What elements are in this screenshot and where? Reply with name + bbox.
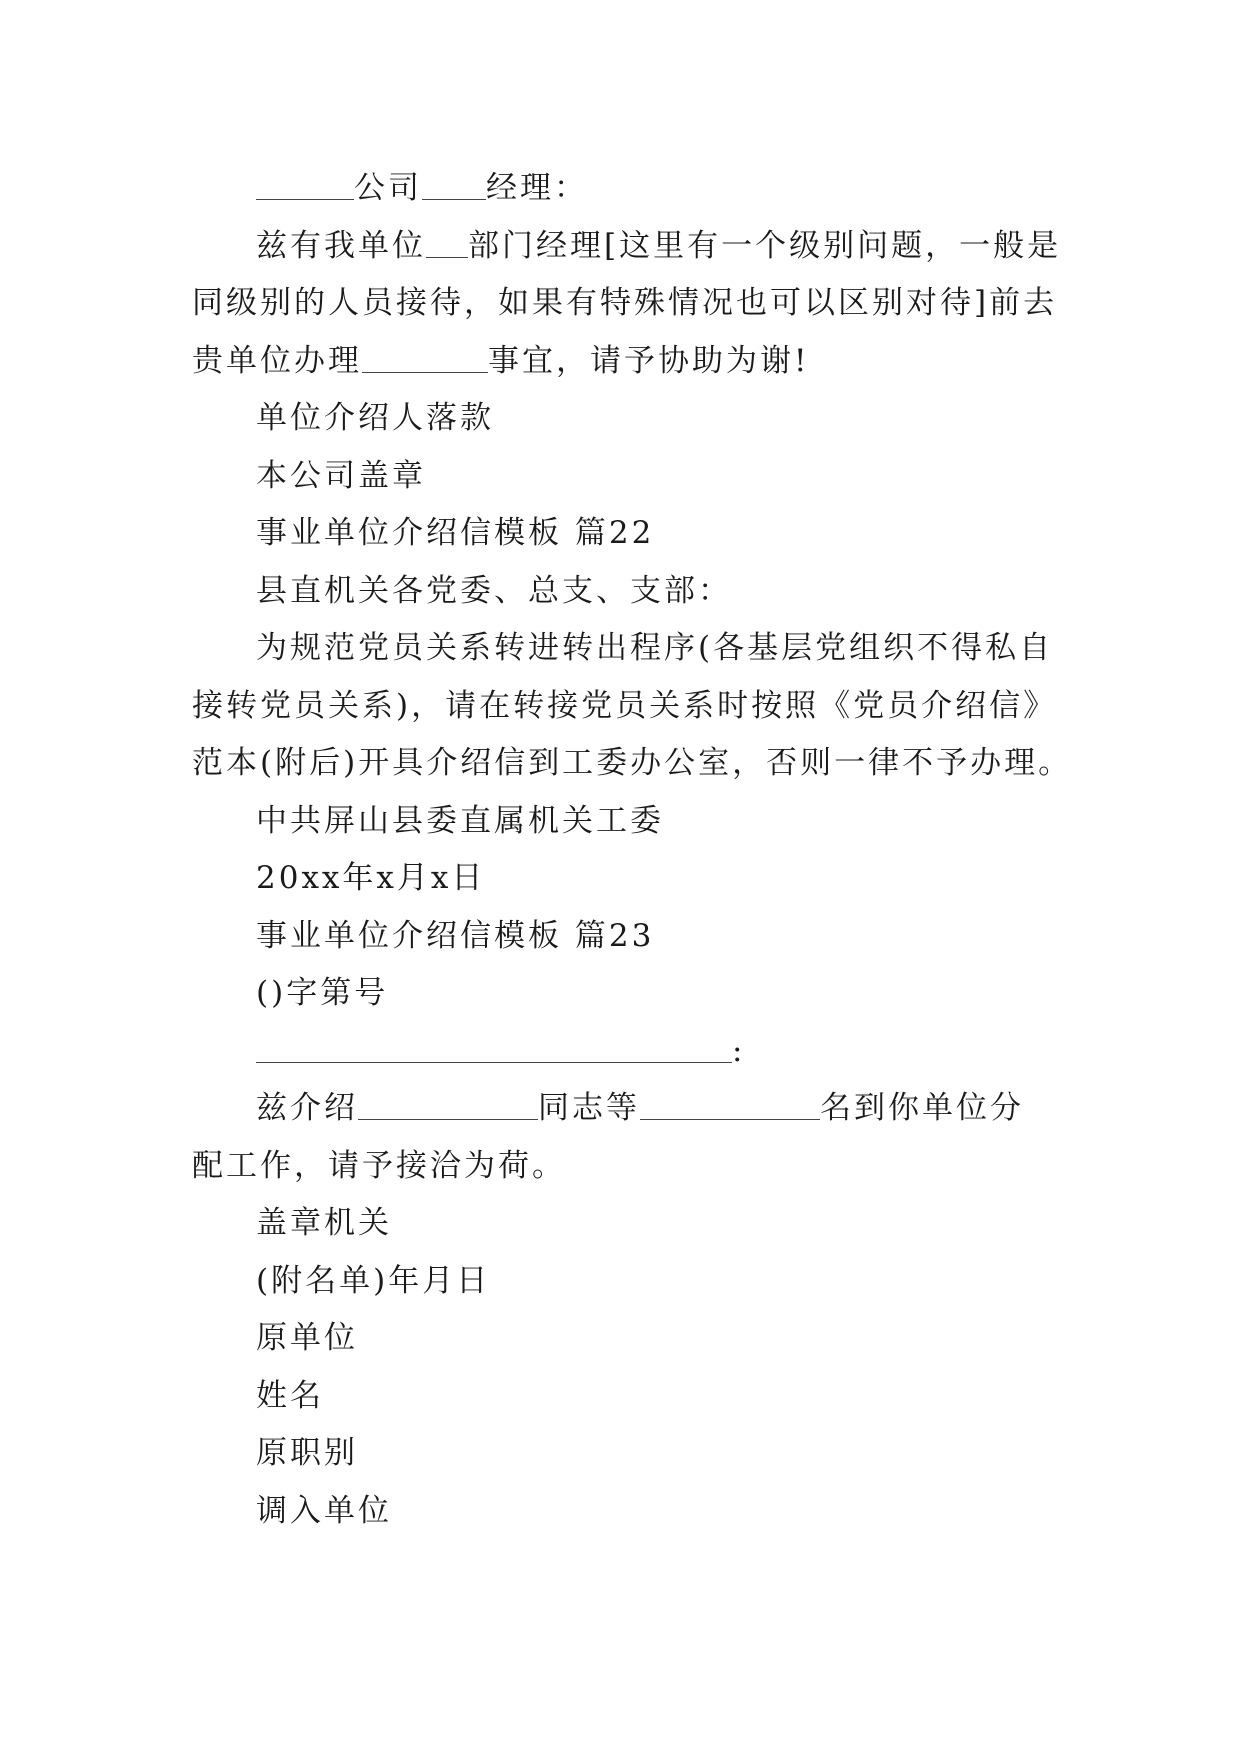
body-text: 部门经理[这里有一个级别问题，一般是 <box>468 227 1062 264</box>
recipient-blank <box>256 1032 732 1063</box>
body-line-3 <box>192 333 1072 391</box>
body-text: 贵单位办理 <box>192 342 362 379</box>
body-line-2: 同级别的人员接待，如果有特殊情况也可以区别对待]前去 <box>192 285 1058 321</box>
recipient-line <box>192 1023 1072 1081</box>
body-text: 事宜，请予协助为谢! <box>488 342 810 379</box>
manager-label: 经理： <box>486 170 588 206</box>
stamp-authority-line: 盖章机关 <box>256 1205 392 1241</box>
matter-blank <box>362 342 488 373</box>
field-transfer-unit: 调入单位 <box>256 1492 392 1529</box>
seal-line: 本公司盖章 <box>256 457 426 494</box>
manager-blank <box>422 169 486 200</box>
body-line-6: 范本(附后)开具介绍信到工委办公室，否则一律不予办理。 <box>192 745 1073 781</box>
body-line-5: 接转党员关系)，请在转接党员关系时按照《党员介绍信》 <box>192 687 1058 724</box>
body-text: 同志等 <box>538 1090 640 1126</box>
colon: : <box>732 1032 746 1069</box>
attachment-date-line: (附名单)年月日 <box>256 1262 491 1299</box>
body-line-8: 配工作，请予接洽为荷。 <box>192 1147 566 1184</box>
reference-number-line: ()字第号 <box>256 975 389 1011</box>
count-blank <box>640 1089 820 1120</box>
date-line: 20xx年x月x日 <box>256 860 486 896</box>
issuer-line: 中共屏山县委直属机关工委 <box>256 802 664 839</box>
field-original-unit: 原单位 <box>256 1320 358 1356</box>
person-blank <box>358 1089 538 1120</box>
company-blank <box>256 169 354 200</box>
body-line-7 <box>192 1080 1072 1138</box>
addressee-line: 县直机关各党委、总支、支部： <box>256 572 732 609</box>
body-line-4: 为规范党员关系转进转出程序(各基层党组织不得私自 <box>256 630 1054 666</box>
salutation-line <box>192 160 1072 218</box>
field-original-position: 原职别 <box>256 1435 358 1471</box>
body-text: 兹介绍 <box>256 1090 358 1126</box>
document-body <box>192 160 1072 1540</box>
body-text: 兹有我单位 <box>256 227 426 264</box>
section-heading-23: 事业单位介绍信模板 篇23 <box>256 917 655 954</box>
body-text: 名到你单位分 <box>820 1090 1024 1126</box>
company-label: 公司 <box>354 170 422 206</box>
signature-line: 单位介绍人落款 <box>256 400 494 436</box>
section-heading-22: 事业单位介绍信模板 篇22 <box>256 515 655 551</box>
body-line-1 <box>192 218 1072 276</box>
department-blank <box>426 227 468 258</box>
field-name: 姓名 <box>256 1377 324 1414</box>
